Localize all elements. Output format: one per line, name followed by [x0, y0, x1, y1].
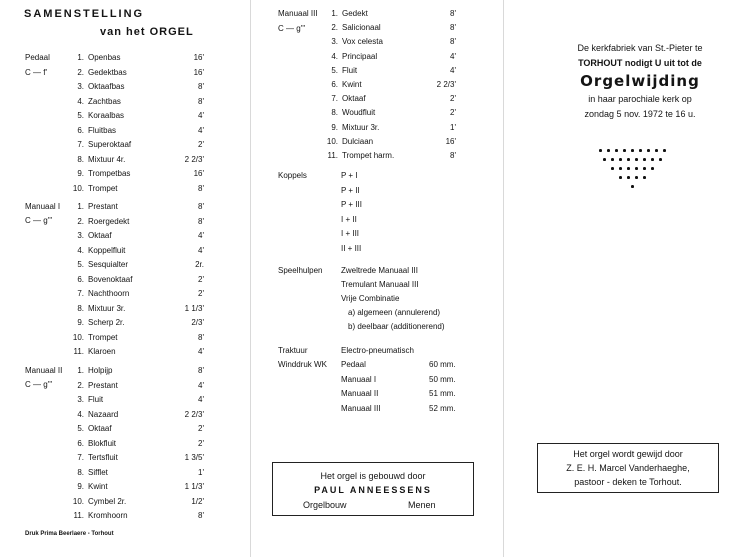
stop-number: 4. [77, 96, 84, 106]
stop-name: Kromhoorn [88, 511, 128, 520]
stop-row [62, 304, 204, 315]
composition-subtitle: van het ORGEL [100, 26, 194, 38]
ornament-dot [619, 167, 622, 170]
ornament-dot [643, 167, 646, 170]
ornament-dot [631, 149, 634, 152]
stop-pitch: 2 2/3' [184, 409, 204, 419]
blessing-line: Het orgel wordt gewijd door [573, 449, 683, 459]
stop-pitch: 4' [198, 395, 204, 404]
stop-pitch: 2' [198, 274, 204, 284]
stop-pitch: 8' [198, 332, 204, 342]
printer-credit: Druk Prima Beerlaere - Torhout [25, 531, 114, 537]
ornament-dot [635, 167, 638, 170]
stop-name: Klaroen [88, 347, 116, 356]
stop-number: 2. [77, 67, 84, 77]
stop-pitch: 1 3/5' [184, 453, 204, 462]
stop-number: 3. [331, 37, 338, 47]
wind-pressure-value: 51 mm. [429, 389, 456, 398]
combination-option: a) algemeen (annulerend) [348, 308, 441, 317]
blessing-box [537, 443, 719, 493]
stop-number: 11. [327, 151, 338, 160]
ornament-dot [627, 158, 630, 161]
stop-name: Fluit [342, 65, 358, 75]
stop-pitch: 2 2/3' [436, 80, 456, 89]
builder-intro: Het orgel is gebouwd door [320, 471, 426, 481]
stop-pitch: 8' [198, 366, 204, 375]
stop-pitch: 4' [198, 245, 204, 255]
stop-row [62, 111, 204, 122]
stop-number: 3. [77, 395, 84, 404]
stop-row [316, 9, 456, 20]
stop-pitch: 8' [198, 202, 204, 211]
ornament-dot [611, 158, 614, 161]
ornament-dot [643, 176, 646, 179]
combination-option: b) deelbaar (additionerend) [348, 322, 445, 331]
stop-number: 5. [77, 424, 84, 433]
stop-number: 6. [331, 80, 338, 89]
stop-number: 10. [326, 136, 338, 146]
ornament-dot [635, 158, 638, 161]
builder-box [272, 462, 474, 516]
coupler-item: II + III [341, 243, 362, 253]
stop-row [62, 347, 204, 358]
stop-name: Mixtuur 4r. [88, 154, 126, 164]
stop-pitch: 2/3' [191, 318, 204, 327]
coupler-item: I + III [341, 229, 360, 238]
stop-name: Prestant [88, 202, 118, 211]
stop-row [316, 66, 456, 77]
stop-row [316, 23, 456, 34]
fold-line-left [250, 0, 251, 557]
division-name: Manuaal I [25, 202, 61, 211]
coupler-item: P + I [341, 171, 358, 180]
division-range: C — g''' [25, 216, 53, 225]
stop-name: Trompet harm. [342, 151, 395, 160]
stop-number: 4. [77, 409, 84, 419]
wind-division: Manuaal II [341, 389, 379, 398]
stop-number: 4. [331, 51, 338, 61]
stop-name: Dulciaan [342, 136, 374, 146]
playing-aid: Tremulant Manuaal III [341, 280, 419, 289]
ornament-dot [607, 149, 610, 152]
stop-pitch: 1/2' [191, 496, 204, 506]
stop-name: Blokfluit [88, 438, 117, 448]
stop-number: 10. [72, 332, 84, 342]
invitation-line: in haar parochiale kerk op [588, 94, 692, 104]
stop-row [62, 395, 204, 406]
stop-name: Mixtuur 3r. [88, 303, 126, 313]
winddruk-label: Winddruk WK [278, 360, 327, 369]
coupler-item: P + II [341, 185, 360, 195]
invitation-line: TORHOUT nodigt U uit tot de [578, 58, 702, 68]
stop-name: Oktaafbas [88, 82, 125, 91]
koppels-label: Koppels [278, 171, 307, 180]
stop-name: Sesquialter [88, 260, 129, 269]
blessing-line: pastoor - deken te Torhout. [574, 477, 682, 487]
stop-row [62, 275, 204, 286]
stop-number: 7. [77, 453, 84, 462]
stop-row [62, 424, 204, 435]
stop-number: 8. [331, 108, 338, 118]
stop-row [62, 246, 204, 257]
stop-name: Woudfluit [342, 108, 376, 118]
stop-pitch: 1 1/3' [184, 482, 204, 491]
stop-pitch: 2' [450, 94, 456, 104]
stop-row [316, 137, 456, 148]
stop-pitch: 8' [450, 9, 456, 18]
stop-name: Bovenoktaaf [88, 274, 133, 284]
stop-row [62, 511, 204, 522]
stop-number: 5. [77, 260, 84, 269]
stop-number: 1. [77, 202, 84, 211]
stop-number: 11. [73, 347, 84, 356]
stop-name: Sifflet [88, 467, 108, 477]
stop-pitch: 1' [450, 122, 456, 132]
stop-name: Oktaaf [88, 424, 112, 433]
builder-city: Menen [408, 500, 436, 510]
stop-number: 8. [77, 154, 84, 164]
stop-row [62, 439, 204, 450]
stop-row [316, 123, 456, 134]
blessing-line: Z. E. H. Marcel Vanderhaeghe, [566, 463, 690, 473]
ornament-dot [619, 158, 622, 161]
stop-number: 9. [77, 482, 84, 491]
ornament-dot [651, 167, 654, 170]
coupler-item: P + III [341, 200, 362, 209]
stop-name: Fluitbas [88, 125, 117, 135]
playing-aid: Vrije Combinatie [341, 294, 400, 303]
fold-line-right [503, 0, 504, 557]
stop-name: Holpijp [88, 366, 113, 375]
stop-number: 6. [77, 274, 84, 284]
stop-name: Prestant [88, 380, 118, 390]
stop-row [62, 184, 204, 195]
playing-aid: Zweltrede Manuaal III [341, 266, 418, 275]
stop-number: 6. [77, 438, 84, 448]
stop-number: 5. [331, 65, 338, 75]
ornament-dot [635, 176, 638, 179]
traktuur-value: Electro-pneumatisch [341, 346, 414, 355]
division-name: Manuaal III [278, 9, 318, 18]
stop-pitch: 2r. [195, 260, 204, 269]
stop-name: Tertsfluit [88, 453, 118, 462]
stop-pitch: 1' [198, 467, 204, 477]
stop-row [62, 468, 204, 479]
stop-row [62, 482, 204, 493]
coupler-item: I + II [341, 214, 357, 224]
stop-pitch: 4' [198, 125, 204, 135]
stop-row [62, 260, 204, 271]
ornament-dot [619, 176, 622, 179]
stop-number: 5. [77, 111, 84, 120]
division-name: Pedaal [25, 53, 50, 62]
ornament-dot [639, 149, 642, 152]
stop-row [62, 381, 204, 392]
stop-number: 7. [77, 289, 84, 298]
division-name: Manuaal II [25, 366, 63, 375]
stop-pitch: 16' [193, 53, 204, 62]
stop-row [62, 155, 204, 166]
composition-title: SAMENSTELLING [24, 8, 145, 20]
wind-division: Manuaal III [341, 403, 381, 413]
stop-number: 6. [77, 125, 84, 135]
stop-row [62, 366, 204, 377]
stop-number: 11. [73, 511, 84, 520]
stop-pitch: 2' [198, 140, 204, 149]
stop-pitch: 8' [198, 511, 204, 520]
stop-number: 2. [77, 380, 84, 390]
stop-name: Fluit [88, 395, 104, 404]
ornament-dot [599, 149, 602, 152]
stop-pitch: 8' [450, 23, 456, 33]
stop-number: 8. [77, 467, 84, 477]
stop-name: Nazaard [88, 409, 119, 419]
invitation-line: zondag 5 nov. 1972 te 16 u. [584, 109, 696, 119]
stop-number: 9. [77, 169, 84, 178]
stop-number: 9. [331, 122, 338, 132]
stop-row [62, 333, 204, 344]
stop-number: 3. [77, 82, 84, 91]
stop-number: 9. [77, 318, 84, 327]
stop-name: Kwint [88, 482, 108, 491]
stop-pitch: 2' [450, 108, 456, 118]
stop-name: Oktaaf [88, 231, 112, 240]
stop-row [62, 97, 204, 108]
ornament-dot [627, 167, 630, 170]
stop-row [62, 289, 204, 300]
stop-name: Trompetbas [88, 169, 131, 178]
stop-pitch: 4' [198, 380, 204, 390]
stop-name: Roergedekt [88, 216, 130, 226]
speelhulpen-label: Speelhulpen [278, 266, 323, 275]
stop-pitch: 4' [198, 231, 204, 240]
division-range: C — g''' [278, 24, 306, 33]
stop-row [62, 68, 204, 79]
stop-number: 1. [331, 9, 338, 18]
stop-row [62, 497, 204, 508]
stop-name: Superoktaaf [88, 140, 132, 149]
stop-pitch: 1 1/3' [184, 303, 204, 313]
stop-pitch: 8' [450, 151, 456, 160]
stop-row [62, 82, 204, 93]
stop-row [62, 410, 204, 421]
stop-name: Openbas [88, 53, 121, 62]
stop-pitch: 2' [198, 289, 204, 298]
stop-pitch: 8' [198, 183, 204, 193]
wind-pressure-value: 52 mm. [429, 403, 456, 413]
traktuur-label: Traktuur [278, 346, 308, 355]
wind-division: Pedaal [341, 360, 366, 369]
stop-name: Vox celesta [342, 37, 383, 47]
stop-row [316, 108, 456, 119]
ornament-dot [651, 158, 654, 161]
stop-name: Koraalbas [88, 111, 125, 120]
ornament-dot [615, 149, 618, 152]
stop-row [316, 52, 456, 63]
stop-row [62, 202, 204, 213]
stop-pitch: 4' [450, 65, 456, 75]
wind-pressure-value: 60 mm. [429, 360, 456, 369]
wind-division: Manuaal I [341, 374, 377, 384]
event-title: Orgelwijding [580, 72, 700, 90]
invitation-line: De kerkfabriek van St.-Pieter te [577, 43, 703, 53]
stop-number: 7. [77, 140, 84, 149]
ornament-dot [627, 176, 630, 179]
stop-name: Trompet [88, 183, 118, 193]
stop-number: 2. [77, 216, 84, 226]
stop-name: Kwint [342, 80, 362, 89]
stop-number: 3. [77, 231, 84, 240]
stop-number: 10. [72, 183, 84, 193]
stop-number: 4. [77, 245, 84, 255]
ornament-dot [643, 158, 646, 161]
stop-name: Salicionaal [342, 23, 381, 33]
stop-pitch: 16' [193, 169, 204, 178]
stop-row [316, 151, 456, 162]
stop-pitch: 2' [198, 424, 204, 433]
stop-row [62, 53, 204, 64]
stop-row [316, 94, 456, 105]
stop-name: Zachtbas [88, 96, 121, 106]
stop-pitch: 16' [445, 136, 456, 146]
ornament-dot [603, 158, 606, 161]
builder-name: PAUL ANNEESSENS [314, 485, 432, 495]
stop-pitch: 4' [198, 347, 204, 356]
ornament-dot [647, 149, 650, 152]
ornament-dot [631, 185, 634, 188]
stop-pitch: 2 2/3' [184, 154, 204, 164]
stop-number: 10. [72, 496, 84, 506]
stop-pitch: 4' [450, 51, 456, 61]
stop-row [62, 318, 204, 329]
ornament-dot [663, 149, 666, 152]
stop-number: 8. [77, 303, 84, 313]
ornament-dot [655, 149, 658, 152]
ornament-dot [623, 149, 626, 152]
stop-pitch: 8' [198, 96, 204, 106]
stop-row [62, 126, 204, 137]
stop-number: 1. [77, 366, 84, 375]
ornament-dot [659, 158, 662, 161]
stop-name: Nachthoorn [88, 289, 130, 298]
stop-name: Gedekt [342, 9, 368, 18]
stop-pitch: 4' [198, 111, 204, 120]
ornament-dot [611, 167, 614, 170]
stop-pitch: 8' [198, 216, 204, 226]
stop-name: Trompet [88, 332, 118, 342]
stop-number: 2. [331, 23, 338, 33]
stop-number: 7. [331, 94, 338, 104]
stop-pitch: 8' [198, 82, 204, 91]
wind-pressure-value: 50 mm. [429, 374, 456, 384]
stop-row [62, 231, 204, 242]
stop-name: Scherp 2r. [88, 318, 125, 327]
stop-pitch: 16' [193, 67, 204, 77]
division-range: C — g''' [25, 380, 53, 389]
stop-pitch: 2' [198, 438, 204, 448]
builder-trade: Orgelbouw [303, 500, 347, 510]
stop-row [316, 37, 456, 48]
stop-name: Koppelfluit [88, 245, 126, 255]
stop-row [62, 140, 204, 151]
division-range: C — f' [25, 68, 47, 77]
stop-name: Cymbel 2r. [88, 496, 127, 506]
stop-number: 1. [77, 53, 84, 62]
stop-row [316, 80, 456, 91]
stop-name: Mixtuur 3r. [342, 122, 380, 132]
stop-pitch: 8' [450, 37, 456, 47]
stop-row [62, 453, 204, 464]
stop-name: Oktaaf [342, 94, 366, 104]
stop-row [62, 217, 204, 228]
stop-name: Gedektbas [88, 67, 127, 77]
stop-name: Principaal [342, 51, 378, 61]
stop-row [62, 169, 204, 180]
